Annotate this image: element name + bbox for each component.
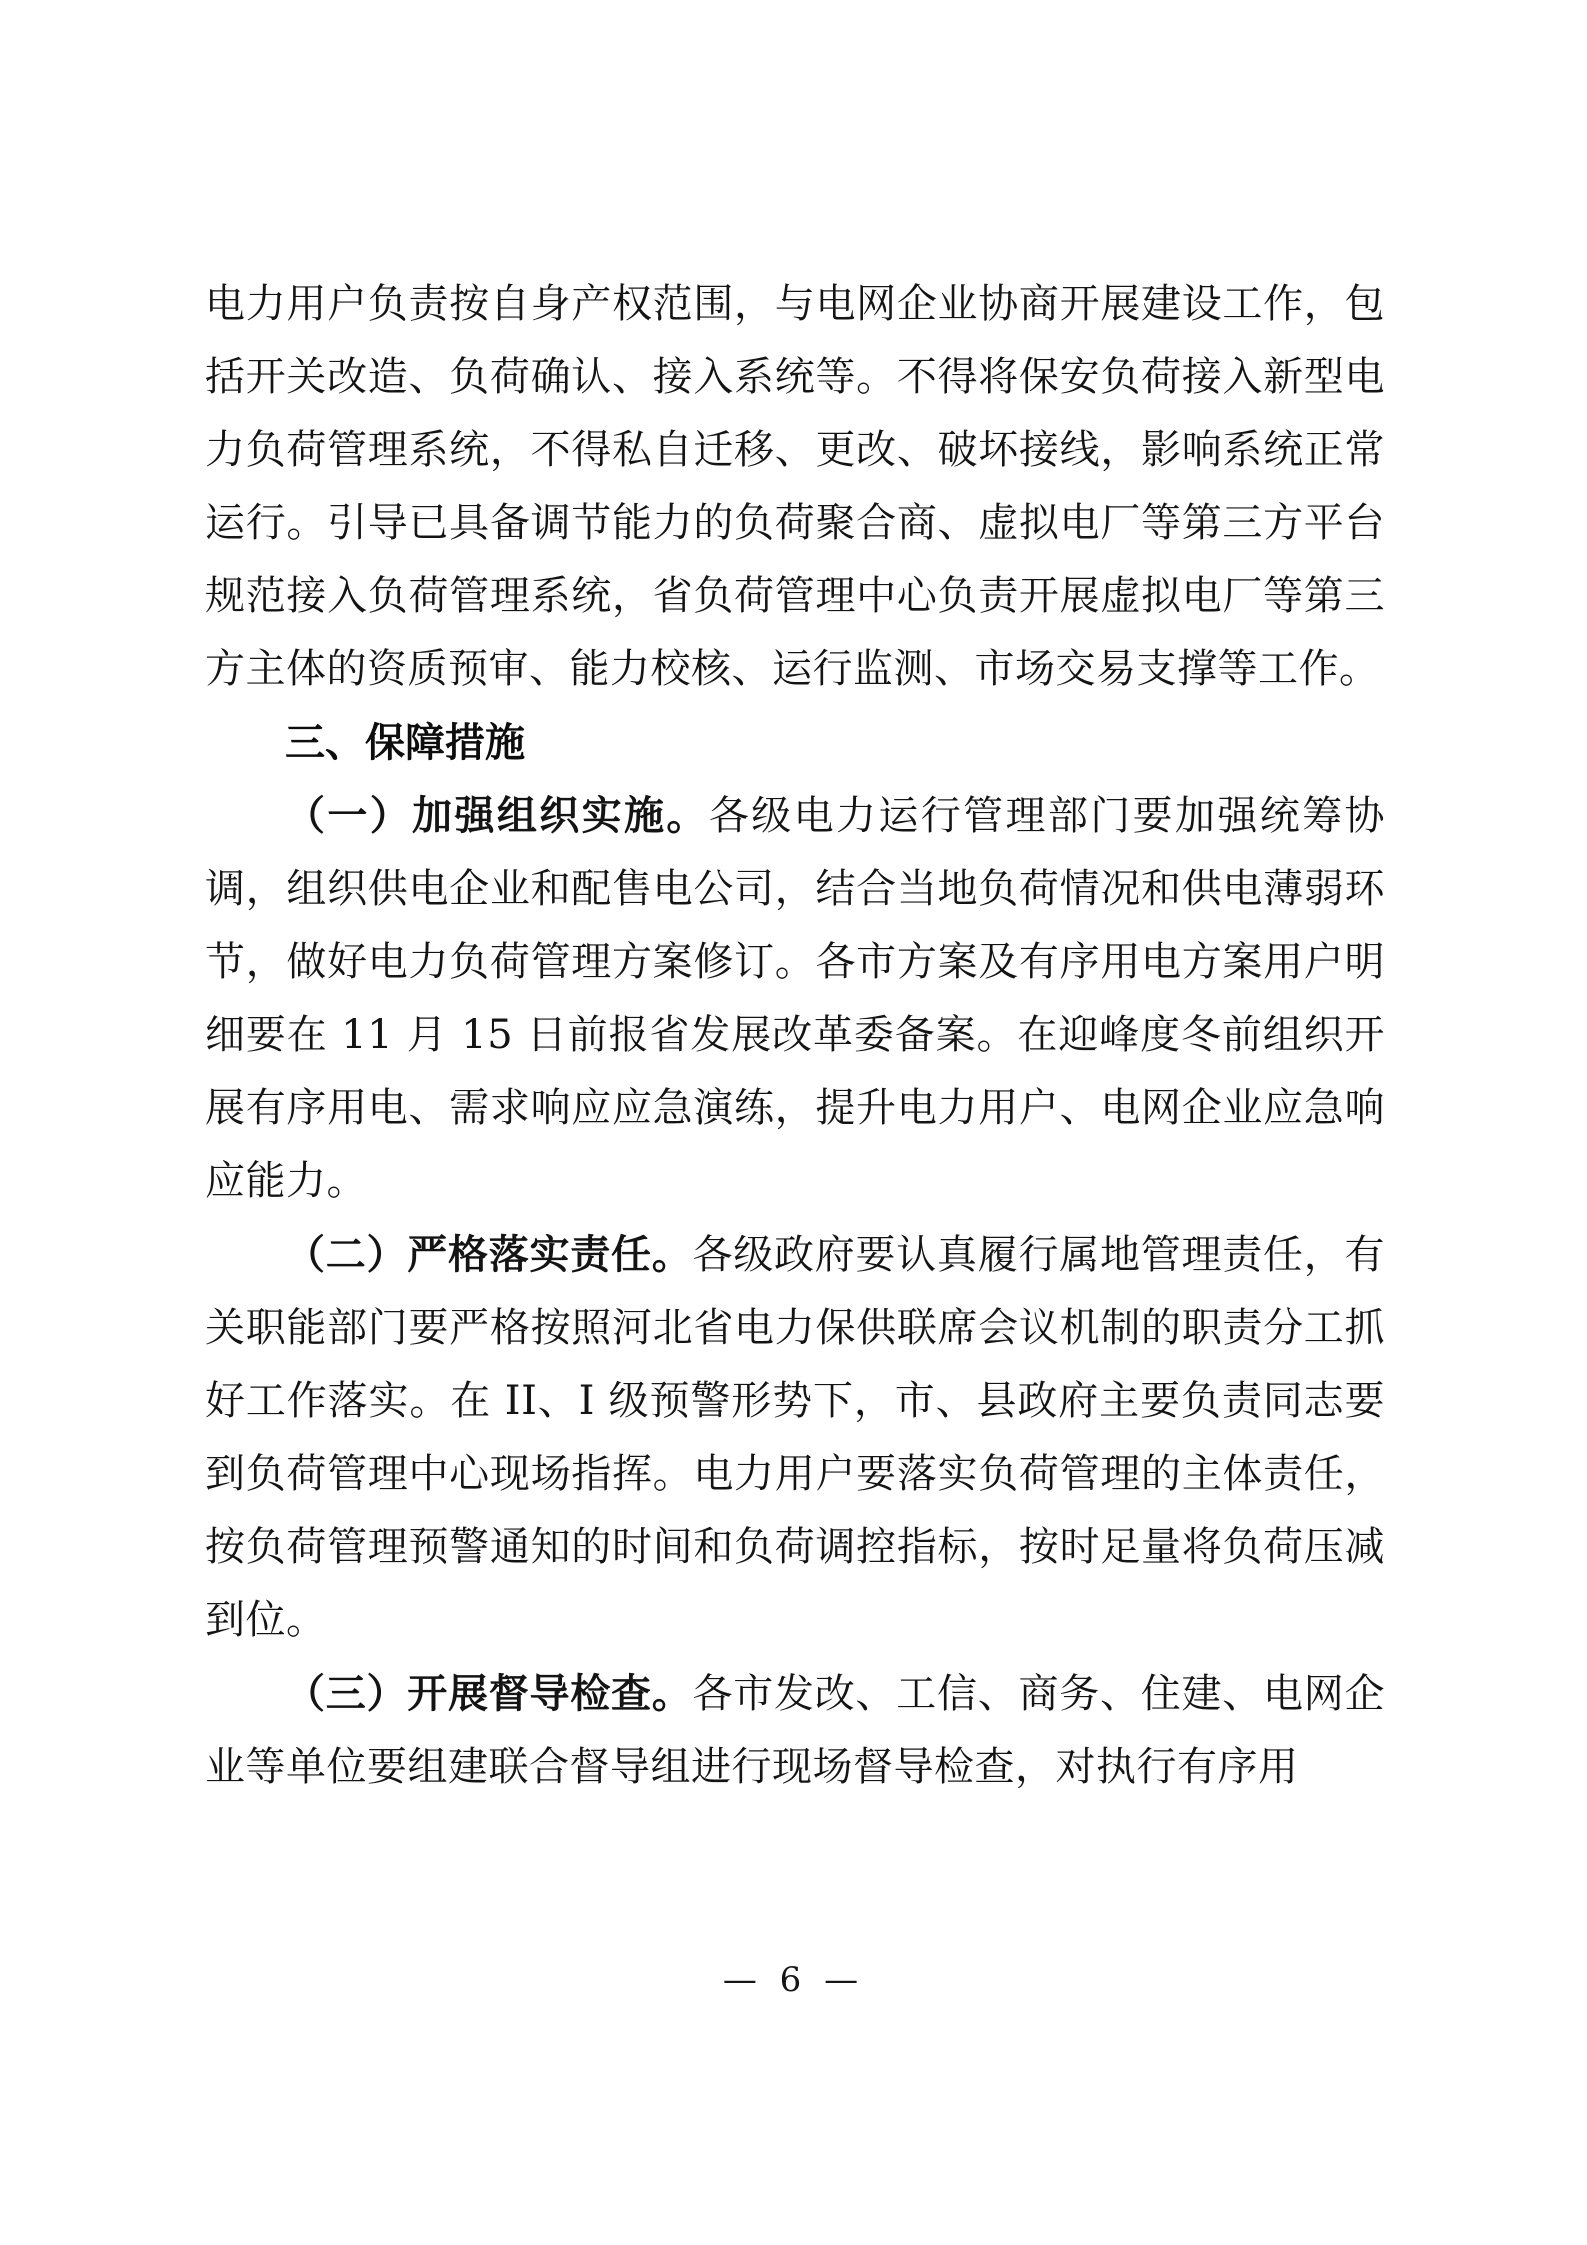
paragraph-continued: 电力用户负责按自身产权范围，与电网企业协商开展建设工作，包括开关改造、负荷确认、接入系统等。不得将保安负荷接入新型电力负荷管理系统，不得私自迁移、更改、破坏接线，影响系统正常运行。引导已具备调节能力的负荷聚合商、虚拟电厂等第三方平台规范接入负荷管理系统，省负荷管理中心负责开展虚拟电厂等第三方主体的资质预审、能力校核、运行监测、市场交易支撑等工作。 xyxy=(205,281,1385,692)
paragraph-item-two-lead: （二）严格落实责任。 xyxy=(285,1231,693,1278)
page-number: — 6 — xyxy=(722,1960,865,2000)
document-body xyxy=(205,268,1385,1804)
paragraph-item-three-text: 各市发改、工信、商务、住建、电网企业等单位要组建联合督导组进行现场督导检查，对执行有序用 xyxy=(205,1671,1385,1790)
paragraph-item-one-text: 各级电力运行管理部门要加强统筹协调，组织供电企业和配售电公司，结合当地负荷情况和供电薄弱环节，做好电力负荷管理方案修订。各市方案及有序用电方案用户明细要在 11 月 15 日前报省发展改革委备案。在迎峰度冬前组织开展有序用电、需求响应应急演练，提升电力用户、电网企业应急响应能力。 xyxy=(205,793,1386,1204)
paragraph-item-two xyxy=(205,1218,1385,1657)
paragraph-item-one-lead: （一）加强组织实施。 xyxy=(285,792,709,839)
paragraph-item-three-lead: （三）开展督导检查。 xyxy=(285,1670,693,1717)
paragraph-item-one xyxy=(205,779,1385,1218)
paragraph-item-three xyxy=(205,1657,1385,1804)
paragraph-item-two-text: 各级政府要认真履行属地管理责任，有关职能部门要严格按照河北省电力保供联席会议机制的职责分工抓好工作落实。在 II、I 级预警形势下，市、县政府主要负责同志要到负荷管理中心现场指挥。电力用户要落实负荷管理的主体责任，按负荷管理预警通知的时间和负荷调控指标，按时足量将负荷压减到位。 xyxy=(205,1232,1385,1643)
section-heading-three: 三、保障措施 xyxy=(285,719,525,766)
